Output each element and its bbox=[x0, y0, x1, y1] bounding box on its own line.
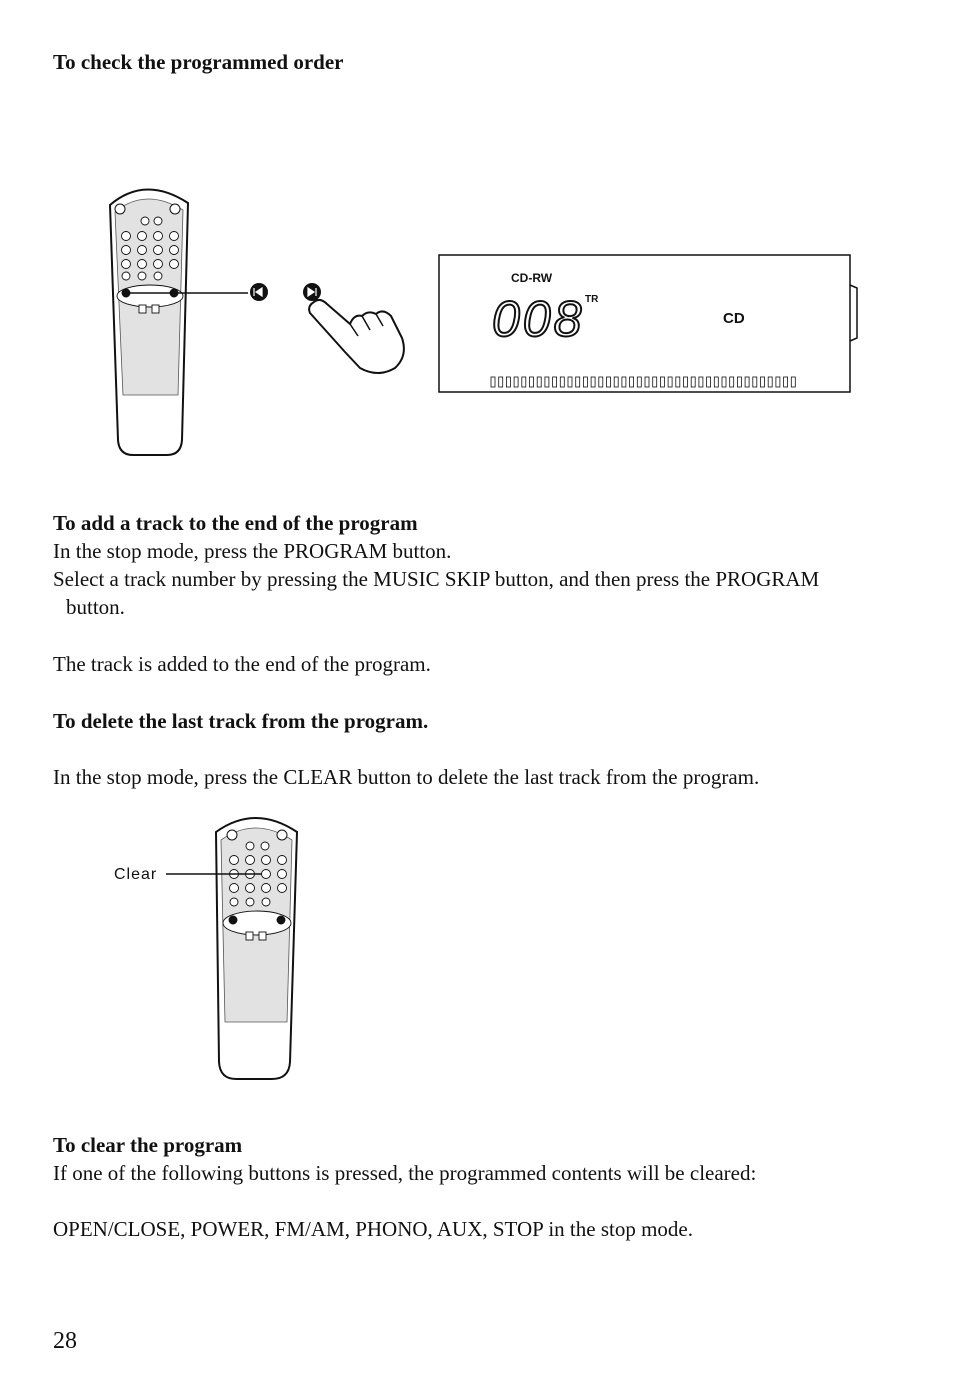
display-segment-tick bbox=[568, 377, 572, 387]
display-segment-tick bbox=[530, 377, 534, 387]
display-media-label: CD-RW bbox=[511, 271, 553, 285]
display-segment-tick bbox=[691, 377, 695, 387]
display-source-label: CD bbox=[723, 310, 745, 327]
display-segment-tick bbox=[576, 377, 580, 387]
display-segment-tick bbox=[761, 377, 765, 387]
cd-display-panel bbox=[439, 255, 857, 392]
display-segment-tick bbox=[553, 377, 557, 387]
clear-program-buttons: OPEN/CLOSE, POWER, FM/AM, PHONO, AUX, STOP in the stop mode. bbox=[53, 1217, 693, 1241]
display-segment-tick bbox=[668, 377, 672, 387]
display-segment-tick bbox=[684, 377, 688, 387]
display-segment-tick bbox=[545, 377, 549, 387]
display-segment-tick bbox=[737, 377, 741, 387]
display-segment-tick bbox=[637, 377, 641, 387]
clear-program-description: If one of the following buttons is pressed, the programmed contents will be cleared: bbox=[53, 1161, 757, 1185]
heading-add-track: To add a track to the end of the program bbox=[53, 511, 418, 535]
display-segment-tick bbox=[583, 377, 587, 387]
display-segment-tick bbox=[645, 377, 649, 387]
display-segment-tick bbox=[722, 377, 726, 387]
display-segment-tick bbox=[714, 377, 718, 387]
page-number: 28 bbox=[53, 1328, 77, 1354]
remote-control-illustration-2 bbox=[216, 818, 297, 1079]
display-segment-tick bbox=[491, 377, 495, 387]
display-segment-tick bbox=[614, 377, 618, 387]
display-segment-tick bbox=[499, 377, 503, 387]
display-segment-tick bbox=[630, 377, 634, 387]
add-track-step-2 bbox=[53, 565, 933, 621]
display-segment-tick bbox=[622, 377, 626, 387]
delete-track-step: In the stop mode, press the CLEAR button to delete the last track from the program. bbox=[53, 765, 760, 789]
display-segment-tick bbox=[607, 377, 611, 387]
heading-delete-last-track: To delete the last track from the program. bbox=[53, 709, 429, 733]
display-segment-tick bbox=[599, 377, 603, 387]
skip-back-button-icon bbox=[250, 283, 268, 301]
display-segment-tick bbox=[776, 377, 780, 387]
display-segment-tick bbox=[753, 377, 757, 387]
display-segment-tick bbox=[537, 377, 541, 387]
display-segment-tick bbox=[745, 377, 749, 387]
clear-callout-label: Clear bbox=[114, 866, 158, 883]
pressing-hand-icon bbox=[309, 300, 404, 373]
add-track-step-2-line-a: Select a track number by pressing the MUSIC SKIP button, and then press the PROGRAM bbox=[53, 567, 820, 591]
add-track-step-1: In the stop mode, press the PROGRAM button. bbox=[53, 539, 452, 563]
display-segment-tick bbox=[653, 377, 657, 387]
display-segment-tick bbox=[560, 377, 564, 387]
heading-check-programmed-order: To check the programmed order bbox=[53, 50, 344, 74]
display-track-indicator: TR bbox=[585, 294, 599, 305]
display-segment-tick bbox=[768, 377, 772, 387]
display-segment-tick bbox=[591, 377, 595, 387]
display-track-number: 008 bbox=[492, 291, 585, 347]
skip-forward-button-icon bbox=[303, 283, 321, 301]
figure-remote-and-display bbox=[0, 0, 954, 480]
remote-control-illustration bbox=[110, 189, 188, 455]
figure-remote-clear bbox=[0, 800, 954, 1100]
display-segment-tick bbox=[522, 377, 526, 387]
display-segment-tick bbox=[676, 377, 680, 387]
display-segment-tick bbox=[730, 377, 734, 387]
display-segment-tick bbox=[699, 377, 703, 387]
display-segment-tick bbox=[514, 377, 518, 387]
add-track-step-2-line-b: button. bbox=[66, 595, 125, 619]
display-segment-tick bbox=[707, 377, 711, 387]
display-segment-tick bbox=[784, 377, 788, 387]
heading-clear-program: To clear the program bbox=[53, 1133, 243, 1157]
display-segment-tick bbox=[660, 377, 664, 387]
add-track-result: The track is added to the end of the program. bbox=[53, 652, 431, 676]
display-segment-tick bbox=[506, 377, 510, 387]
display-segment-tick bbox=[791, 377, 795, 387]
